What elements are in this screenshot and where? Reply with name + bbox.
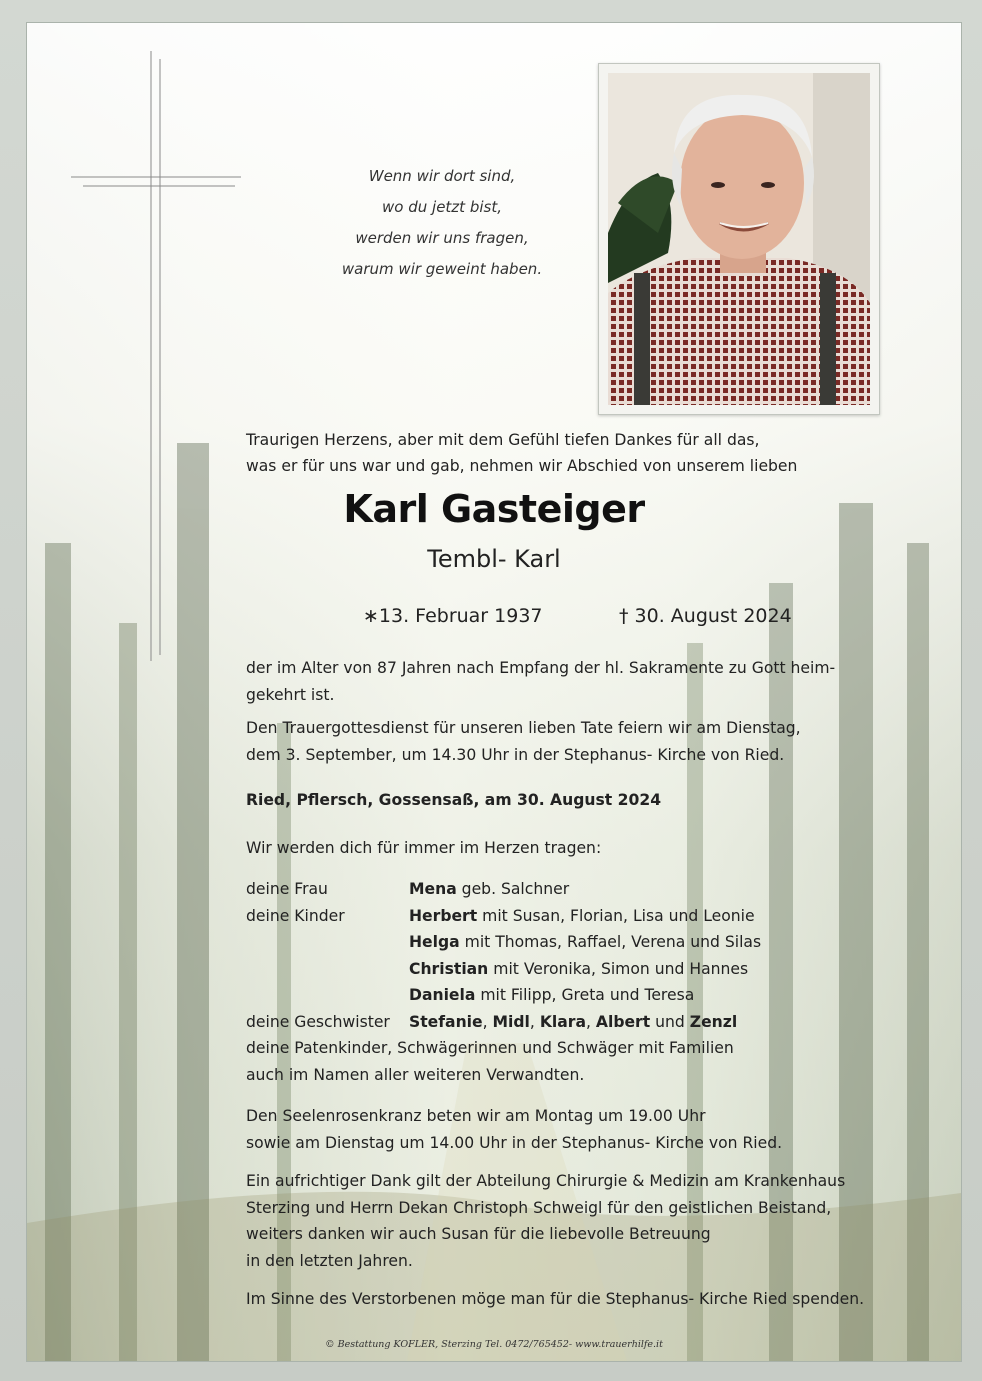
hearts-line: Wir werden dich für immer im Herzen tragen:	[246, 839, 602, 857]
rosary-line: sowie am Dienstag um 14.00 Uhr in der Stephanus- Kirche von Ried.	[246, 1133, 783, 1152]
birth-date: ∗13. Februar 1937	[363, 605, 543, 627]
child-entry	[409, 956, 748, 983]
child-family: mit Susan, Florian, Lisa und Leonie	[477, 906, 755, 925]
quote-line: Wenn wir dort sind,	[368, 167, 516, 185]
age-paragraph	[246, 655, 835, 708]
separator: ,	[482, 1012, 493, 1031]
child-name: Daniela	[409, 986, 476, 1004]
intro-line: Traurigen Herzens, aber mit dem Gefühl tiefen Dankes für all das,	[246, 431, 760, 449]
place-date: Ried, Pflersch, Gossensaß, am 30. August 2024	[246, 791, 662, 809]
child-family: mit Veronika, Simon und Hannes	[488, 959, 749, 978]
child-name: Helga	[409, 933, 460, 951]
thanks-line: weiters danken wir auch Susan für die liebevolle Betreuung	[246, 1225, 711, 1243]
wife-entry	[409, 876, 569, 903]
service-paragraph	[246, 715, 801, 768]
separator: und	[650, 1012, 690, 1031]
deceased-nickname: Tembl- Karl	[427, 545, 561, 573]
sibling-name: Zenzl	[689, 1012, 738, 1031]
wife-rest: geb. Salchner	[456, 880, 570, 898]
age-line: der im Alter von 87 Jahren nach Empfang der hl. Sakramente zu Gott heim-	[246, 659, 836, 677]
donation-line: Im Sinne des Verstorbenen möge man für die Stephanus- Kirche Ried spenden.	[246, 1290, 865, 1308]
obituary-card	[26, 22, 962, 1362]
quote-line: wo du jetzt bist,	[382, 198, 502, 216]
memorial-quote	[317, 161, 567, 285]
family-list	[246, 876, 946, 1091]
child-entry	[409, 903, 755, 930]
service-line: dem 3. September, um 14.30 Uhr in der Stephanus- Kirche von Ried.	[246, 745, 785, 764]
child-family: mit Thomas, Raffael, Verena und Silas	[459, 933, 762, 951]
footer-credit: © Bestattung KOFLER, Sterzing Tel. 0472/765452- www.trauerhilfe.it	[325, 1339, 663, 1350]
sibling-name: Stefanie	[409, 1012, 483, 1031]
thanks-line: in den letzten Jahren.	[246, 1251, 413, 1270]
thanks-line: Ein aufrichtiger Dank gilt der Abteilung Chirurgie & Medizin am Krankenhaus	[246, 1172, 846, 1190]
deceased-name: Karl Gasteiger	[343, 487, 645, 531]
child-entry	[409, 982, 694, 1009]
service-line: Den Trauergottesdienst für unseren lieben Tate feiern wir am Dienstag,	[246, 719, 801, 737]
portrait-frame	[598, 63, 880, 415]
rosary-paragraph	[246, 1103, 782, 1156]
portrait-photo	[608, 73, 870, 405]
godchildren-line: deine Patenkinder, Schwägerinnen und Schwäger mit Familien	[246, 1039, 734, 1057]
intro-text	[246, 427, 797, 479]
child-family: mit Filipp, Greta und Teresa	[475, 986, 695, 1004]
children-label: deine Kinder	[246, 906, 345, 925]
thanks-paragraph	[246, 1168, 845, 1274]
siblings-entry	[409, 1009, 737, 1036]
death-date: † 30. August 2024	[619, 605, 792, 627]
child-name: Christian	[409, 959, 489, 978]
age-line: gekehrt ist.	[246, 685, 335, 704]
sibling-name: Klara	[539, 1012, 586, 1031]
rosary-line: Den Seelenrosenkranz beten wir am Montag um 19.00 Uhr	[246, 1107, 706, 1125]
thanks-line: Sterzing und Herrn Dekan Christoph Schweigl für den geistlichen Beistand,	[246, 1198, 832, 1217]
siblings-label: deine Geschwister	[246, 1012, 390, 1031]
separator: ,	[585, 1012, 596, 1031]
relatives-line: auch im Namen aller weiteren Verwandten.	[246, 1065, 585, 1084]
child-entry	[409, 929, 761, 956]
sibling-name: Midl	[492, 1012, 530, 1031]
child-name: Herbert	[409, 906, 478, 925]
quote-line: warum wir geweint haben.	[341, 260, 543, 278]
intro-line: was er für uns war und gab, nehmen wir Abschied von unserem lieben	[246, 457, 798, 475]
quote-line: werden wir uns fragen,	[355, 229, 529, 247]
sibling-name: Albert	[595, 1012, 651, 1031]
wife-name: Mena	[409, 880, 457, 898]
separator: ,	[529, 1012, 540, 1031]
wife-label: deine Frau	[246, 880, 328, 898]
